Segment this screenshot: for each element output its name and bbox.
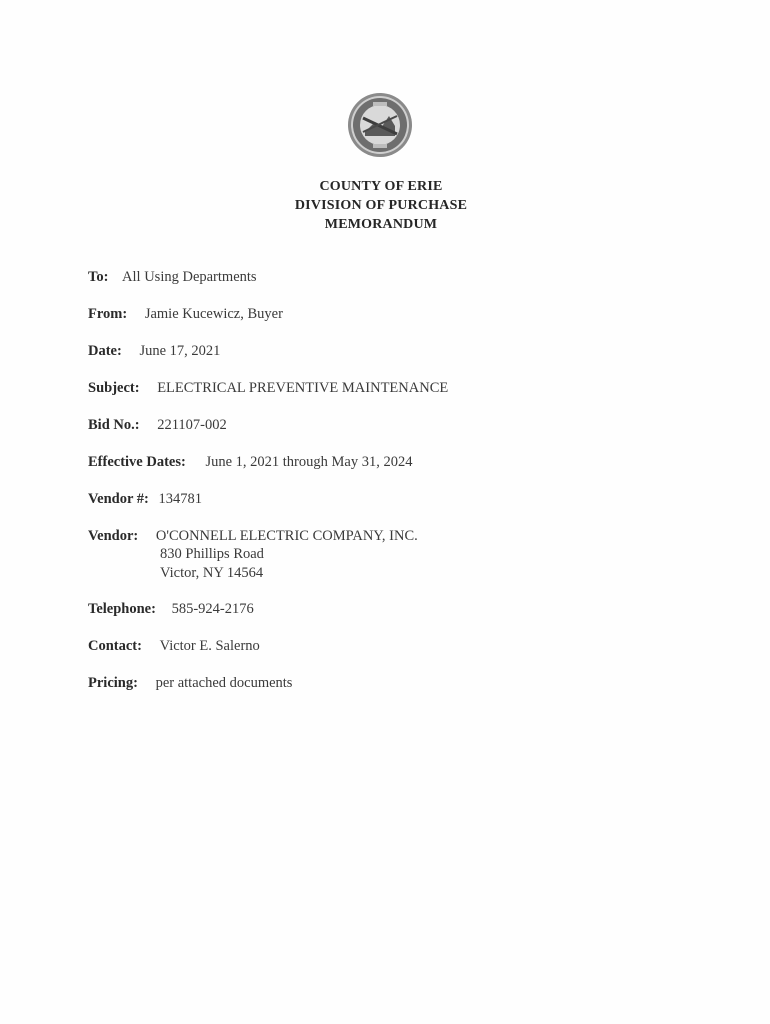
telephone-value: 585-924-2176: [171, 601, 254, 617]
field-effective-dates: [88, 453, 412, 472]
date-value: June 17, 2021: [139, 343, 221, 359]
pricing-value: per attached documents: [155, 675, 293, 691]
bid-no-value: 221107-002: [157, 417, 227, 433]
to-value: All Using Departments: [122, 269, 257, 285]
subject-label: Subject:: [88, 380, 140, 396]
header-county: COUNTY OF ERIE: [319, 179, 443, 194]
field-telephone: [88, 600, 254, 619]
telephone-label: Telephone:: [88, 601, 156, 617]
memo-header: [0, 177, 762, 234]
contact-label: Contact:: [88, 638, 142, 654]
field-bid-no: [88, 416, 227, 435]
field-date: [88, 342, 220, 361]
vendor-address-line2: Victor, NY 14564: [160, 565, 264, 581]
field-from: [88, 305, 283, 324]
field-to: [88, 268, 257, 287]
vendor-label: Vendor:: [88, 528, 139, 544]
from-value: Jamie Kucewicz, Buyer: [144, 306, 283, 322]
field-vendor-number: [88, 490, 202, 509]
effective-dates-value: June 1, 2021 through May 31, 2024: [205, 454, 413, 470]
field-contact: [88, 637, 260, 656]
vendor-address-line1: 830 Phillips Road: [160, 546, 264, 562]
date-label: Date:: [88, 343, 122, 359]
vendor-name: O'CONNELL ELECTRIC COMPANY, INC.: [155, 528, 418, 544]
vendor-number-value: 134781: [158, 491, 202, 507]
field-pricing: [88, 674, 292, 693]
from-label: From:: [88, 306, 128, 322]
field-subject: [88, 379, 448, 398]
pricing-label: Pricing:: [88, 675, 138, 691]
effective-dates-label: Effective Dates:: [88, 454, 186, 470]
bid-no-label: Bid No.:: [88, 417, 140, 433]
subject-value: ELECTRICAL PREVENTIVE MAINTENANCE: [157, 380, 449, 396]
contact-value: Victor E. Salerno: [159, 638, 260, 654]
to-label: To:: [88, 269, 109, 285]
vendor-number-label: Vendor #:: [88, 491, 149, 507]
county-seal-icon: [347, 92, 413, 158]
field-vendor: [88, 527, 418, 546]
header-memorandum: MEMORANDUM: [324, 217, 438, 232]
header-division: DIVISION OF PURCHASE: [294, 198, 468, 213]
